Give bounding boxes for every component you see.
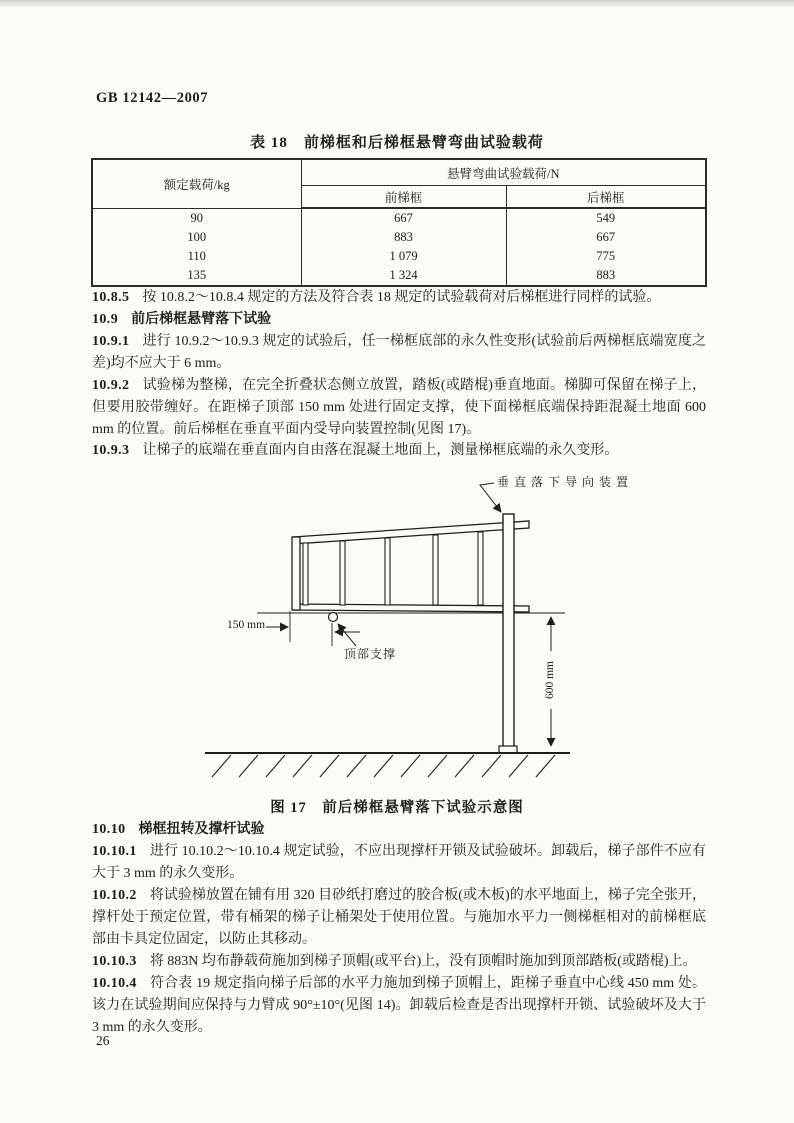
clause-number: 10.10.2 (92, 888, 137, 903)
clause-text: 前后梯框悬臂落下试验 (131, 312, 272, 327)
figure-label-top-support: 顶部支撑 (344, 647, 397, 661)
cell-rated-load: 110 (92, 247, 301, 266)
guide-post (503, 514, 514, 753)
clause-text: 将 883N 均布静载荷施加到梯子顶帽(或平台)上，没有顶帽时施加到顶部踏板(或踏棍)上。 (149, 954, 697, 969)
ladder-rung (478, 532, 483, 605)
ladder-rung (385, 538, 390, 605)
table-18-title: 表 18 前梯框和后梯框悬臂弯曲试验载荷 (250, 135, 544, 151)
figure-label-guide-device: 垂直落下导向装置 (497, 475, 634, 489)
clause-10-9-heading (92, 309, 706, 331)
clause-10-10-3 (92, 951, 706, 973)
ladder-top-rail (293, 521, 529, 544)
header-front-rail: 前梯框 (301, 186, 506, 209)
clause-10-9-1 (92, 331, 706, 375)
clause-number: 10.10.3 (92, 954, 137, 969)
clause-text: 进行 10.9.2～10.9.3 规定的试验后，任一梯框底部的永久性变形(试验前后两梯框底端宽度之差)均不应大于 6 mm。 (92, 334, 706, 371)
guide-post-foot (499, 746, 517, 753)
cell-rear-load: 667 (506, 228, 706, 247)
clause-number: 10.9.2 (92, 378, 130, 393)
ground-hatching (212, 755, 555, 777)
table-row (92, 228, 706, 247)
figure-label-150mm: 150 mm (227, 619, 266, 631)
figure-label-600mm: 600 mm (543, 651, 557, 709)
table-row (92, 247, 706, 266)
clause-number: 10.9.3 (92, 443, 130, 458)
ladder-rung (433, 535, 438, 605)
scan-edge-artifact (0, 0, 794, 7)
table-row (92, 266, 706, 286)
header-rear-rail: 后梯框 (506, 186, 706, 209)
ladder-rung (340, 541, 345, 605)
header-rated-load: 额定载荷/kg (92, 159, 301, 208)
clause-text: 让梯子的底端在垂直面内自由落在混凝土地面上，测量梯框底端的永久变形。 (142, 443, 619, 458)
clause-number: 10.8.5 (92, 290, 130, 305)
clause-10-10-1 (92, 841, 706, 885)
clause-number: 10.9.1 (92, 334, 130, 349)
top-support-pivot (329, 613, 338, 622)
clause-text: 将试验梯放置在铺有用 320 目砂纸打磨过的胶合板(或木板)的水平地面上，梯子完全张开，撑杆处于预定位置，带有桶架的梯子让桶架处于使用位置。与施加水平力一侧梯框相对的前梯框底部由卡具定位固定，以防止其移动。 (92, 888, 706, 947)
clause-text: 按 10.8.2～10.8.4 规定的方法及符合表 18 规定的试验载荷对后梯框进行同样的试验。 (142, 290, 661, 305)
cell-front-load: 1 079 (301, 247, 506, 266)
clause-10-10-4 (92, 973, 706, 1039)
cell-front-load: 883 (301, 228, 506, 247)
cell-rated-load: 100 (92, 228, 301, 247)
clause-number: 10.10.1 (92, 844, 137, 859)
clause-10-10-2 (92, 885, 706, 951)
cell-front-load: 667 (301, 208, 506, 228)
clause-text: 进行 10.10.2～10.10.4 规定试验，不应出现撑杆开锁及试验破坏。卸载后，梯子部件不应有大于 3 mm 的永久变形。 (92, 844, 706, 881)
figure-17-diagram (0, 465, 794, 795)
clause-number: 10.10.4 (92, 976, 137, 991)
cell-rear-load: 549 (506, 208, 706, 228)
clause-text: 试验梯为整梯，在完全折叠状态侧立放置，踏板(或踏棍)垂直地面。梯脚可保留在梯子上，但要用胶带缠好。在距梯子顶部 150 mm 处进行固定支撑，使下面梯框底端保持距混凝土地面 600 mm 的位置。前后梯框在垂直平面内受导向装置控制(见图 17)。 (92, 378, 706, 437)
clause-number: 10.9 (92, 312, 119, 327)
clause-10-9-2 (92, 375, 706, 441)
standard-code: GB 12142—2007 (96, 90, 209, 106)
clause-10-10-heading (92, 819, 706, 841)
support-label-arrow (338, 624, 356, 646)
cell-rated-load: 90 (92, 208, 301, 228)
page-number: 26 (96, 1033, 110, 1048)
clause-10-8-5 (92, 287, 706, 309)
ladder-bottom-rail (293, 604, 529, 612)
header-test-load-group: 悬臂弯曲试验载荷/N (301, 159, 706, 186)
figure-17-caption: 图 17 前后梯框悬臂落下试验示意图 (270, 800, 524, 816)
cell-rear-load: 775 (506, 247, 706, 266)
cell-rear-load: 883 (506, 266, 706, 286)
ladder-end-cap (292, 537, 300, 610)
table-row (92, 208, 706, 228)
clause-text: 符合表 19 规定指向梯子后部的水平力施加到梯子顶帽上，距梯子垂直中心线 450 mm 处。该力在试验期间应保持与力臂成 90°±10°(见图 14)。卸载后检查是否出现撑杆开锁、试验破坏及大于 3 mm 的永久变形。 (92, 976, 706, 1035)
cell-rated-load: 135 (92, 266, 301, 286)
ladder-rung (303, 543, 308, 605)
clause-10-9-3 (92, 440, 706, 462)
table-18 (91, 158, 707, 287)
clause-number: 10.10 (92, 822, 126, 837)
clause-text: 梯框扭转及撑杆试验 (138, 822, 265, 837)
cell-front-load: 1 324 (301, 266, 506, 286)
